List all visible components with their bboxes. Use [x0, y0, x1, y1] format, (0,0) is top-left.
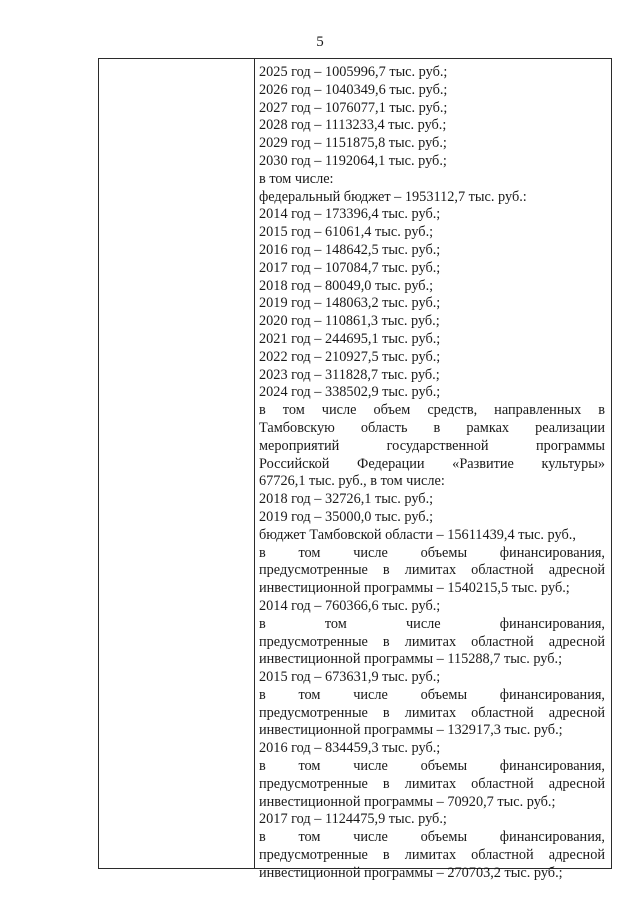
- text-line: 2027 год – 1076077,1 тыс. руб.;: [259, 99, 448, 116]
- text-line: в том числе объемы финансирования,: [259, 829, 605, 846]
- text-line: 2024 год – 338502,9 тыс. руб.;: [259, 384, 441, 401]
- text-line: 2014 год – 173396,4 тыс. руб.;: [259, 206, 441, 223]
- text-line: в том числе объемы финансирования,: [259, 544, 605, 561]
- text-line: Российской Федерации «Развитие культуры»: [259, 455, 605, 472]
- text-line: инвестиционной программы – 1540215,5 тыс. руб.;: [259, 580, 570, 597]
- text-line: в том числе объемы финансирования,: [259, 758, 605, 775]
- text-line: 2015 год – 61061,4 тыс. руб.;: [259, 224, 434, 241]
- text-line: 2022 год – 210927,5 тыс. руб.;: [259, 348, 441, 365]
- text-line: в том числе объемы финансирования,: [259, 686, 605, 703]
- column-divider: [254, 59, 255, 868]
- text-line: 2014 год – 760366,6 тыс. руб.;: [259, 597, 441, 614]
- text-line: 67726,1 тыс. руб., в том числе:: [259, 473, 445, 490]
- text-line: Тамбовскую область в рамках реализации: [259, 419, 605, 436]
- text-line: 2018 год – 32726,1 тыс. руб.;: [259, 491, 434, 508]
- text-line: инвестиционной программы – 115288,7 тыс. руб.;: [259, 651, 563, 668]
- text-line: 2016 год – 148642,5 тыс. руб.;: [259, 241, 441, 258]
- text-line: предусмотренные в лимитах областной адресной: [259, 562, 605, 579]
- text-line: 2029 год – 1151875,8 тыс. руб.;: [259, 135, 447, 152]
- text-line: 2019 год – 148063,2 тыс. руб.;: [259, 295, 441, 312]
- text-line: 2023 год – 311828,7 тыс. руб.;: [259, 366, 440, 383]
- text-line: в том числе:: [259, 170, 334, 187]
- text-line: 2026 год – 1040349,6 тыс. руб.;: [259, 81, 448, 98]
- text-line: 2016 год – 834459,3 тыс. руб.;: [259, 740, 441, 757]
- text-line: мероприятий государственной программы: [259, 437, 605, 454]
- text-line: 2018 год – 80049,0 тыс. руб.;: [259, 277, 434, 294]
- text-line: 2019 год – 35000,0 тыс. руб.;: [259, 508, 434, 525]
- text-line: предусмотренные в лимитах областной адресной: [259, 633, 605, 650]
- text-line: бюджет Тамбовской области – 15611439,4 тыс. руб.,: [259, 526, 576, 543]
- text-line: 2015 год – 673631,9 тыс. руб.;: [259, 669, 441, 686]
- funding-text-cell: [259, 64, 605, 883]
- text-line: предусмотренные в лимитах областной адресной: [259, 847, 605, 864]
- text-line: 2030 год – 1192064,1 тыс. руб.;: [259, 152, 447, 169]
- text-line: инвестиционной программы – 132917,3 тыс. руб.;: [259, 722, 563, 739]
- text-line: инвестиционной программы – 270703,2 тыс. руб.;: [259, 864, 563, 881]
- text-line: федеральный бюджет – 1953112,7 тыс. руб.:: [259, 188, 527, 205]
- text-line: 2021 год – 244695,1 тыс. руб.;: [259, 330, 441, 347]
- text-line: в том числе финансирования,: [259, 615, 605, 632]
- text-line: предусмотренные в лимитах областной адресной: [259, 775, 605, 792]
- text-line: 2020 год – 110861,3 тыс. руб.;: [259, 313, 440, 330]
- text-line: 2028 год – 1113233,4 тыс. руб.;: [259, 117, 447, 134]
- text-line: инвестиционной программы – 70920,7 тыс. руб.;: [259, 793, 556, 810]
- text-line: 2017 год – 1124475,9 тыс. руб.;: [259, 811, 447, 828]
- text-line: 2025 год – 1005996,7 тыс. руб.;: [259, 64, 448, 80]
- funding-table: [98, 58, 612, 881]
- text-line: 2017 год – 107084,7 тыс. руб.;: [259, 259, 441, 276]
- text-line: предусмотренные в лимитах областной адресной: [259, 704, 605, 721]
- page-number: 5: [316, 34, 324, 50]
- text-line: в том числе объем средств, направленных в: [259, 402, 605, 419]
